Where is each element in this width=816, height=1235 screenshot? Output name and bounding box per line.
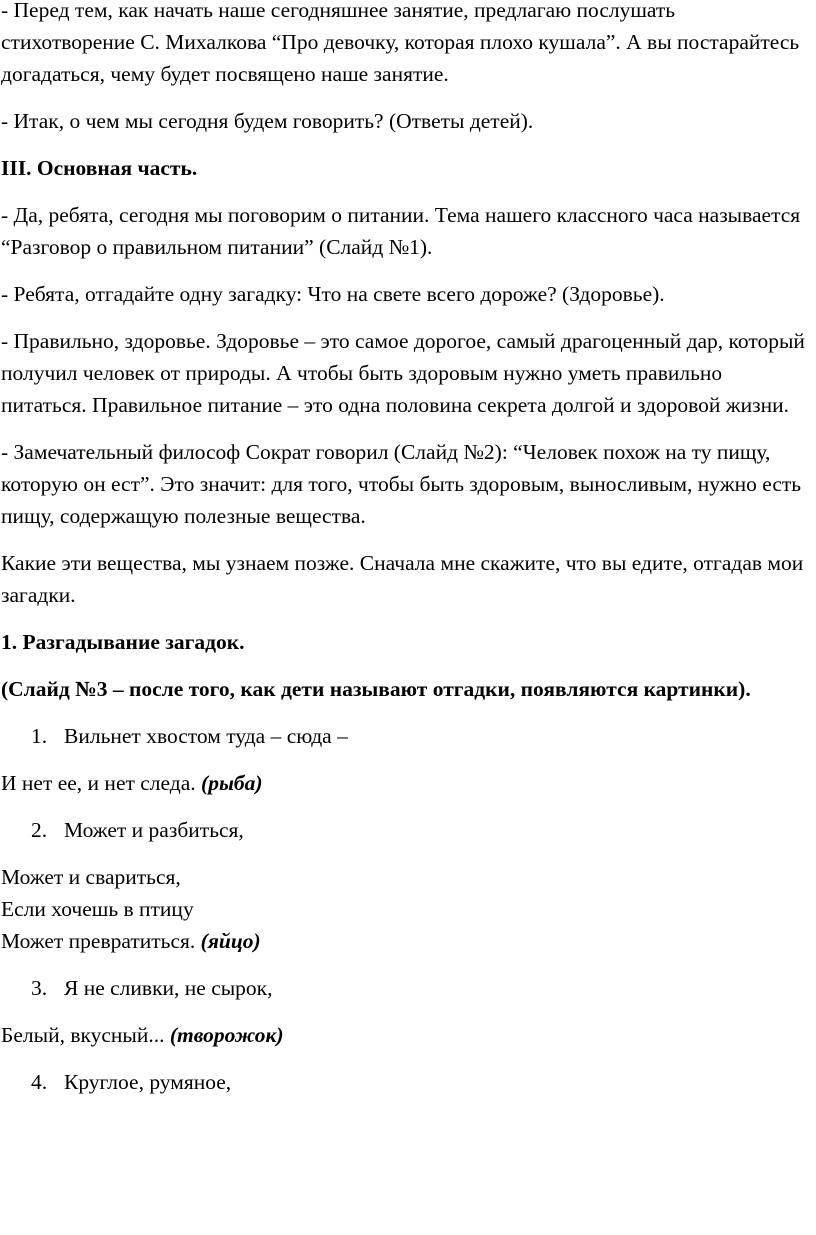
riddle-2-line: Может и разбиться, bbox=[64, 818, 244, 842]
riddle-3-first-line bbox=[1, 972, 813, 1004]
intro-paragraph: - Перед тем, как начать наше сегодняшнее занятие, предлагаю послушать стихотворение С. Михалкова “Про девочку, которая плохо кушала”. А вы постарайтесь догадаться, чему будет посвящено наше занятие. bbox=[1, 0, 800, 86]
topic-paragraph: - Да, ребята, сегодня мы поговорим о питании. Тема нашего классного часа называется “Разговор о правильном питании” (Слайд №1). bbox=[1, 203, 801, 259]
riddle-2-first-line bbox=[1, 814, 813, 846]
riddle-2-line-3: Если хочешь в птицу bbox=[1, 897, 194, 921]
riddle-2-answer: (яйцо) bbox=[200, 929, 261, 953]
riddle-3-answer: (творожок) bbox=[169, 1023, 284, 1047]
riddle-4-number: 4. bbox=[31, 1070, 48, 1094]
socrates-paragraph: - Замечательный философ Сократ говорил (Слайд №2): “Человек похож на ту пищу, которую он ест”. Это значит: для того, чтобы быть здоровым, выносливым, нужно есть пищу, содержащую полезные вещества. bbox=[1, 440, 802, 528]
health-paragraph: - Правильно, здоровье. Здоровье – это самое дорогое, самый драгоценный дар, который получил человек от природы. А чтобы быть здоровым нужно уметь правильно питаться. Правильное питание – это одна половина секрета долгой и здоровой жизни. bbox=[1, 329, 805, 417]
riddle-3-rest bbox=[1, 1019, 813, 1051]
riddle-1-number: 1. bbox=[31, 724, 48, 748]
riddle-1-first-line bbox=[1, 720, 813, 752]
question-paragraph: - Итак, о чем мы сегодня будем говорить? (Ответы детей). bbox=[1, 109, 534, 133]
riddles-heading: 1. Разгадывание загадок. bbox=[1, 630, 245, 654]
riddle-2-line-4-wrap bbox=[1, 925, 813, 957]
riddle-3-line-2: Белый, вкусный... bbox=[1, 1023, 165, 1047]
main-part-heading: III. Основная часть. bbox=[1, 156, 198, 180]
riddle-1-line: Вильнет хвостом туда – сюда – bbox=[64, 724, 348, 748]
riddle-2-line-4: Может превратиться. bbox=[1, 929, 196, 953]
riddle-4-line: Круглое, румяное, bbox=[64, 1070, 232, 1094]
document-page bbox=[1, 0, 813, 1113]
riddle-3-number: 3. bbox=[31, 976, 48, 1000]
riddle-2-rest bbox=[1, 861, 813, 957]
riddle-3-line: Я не сливки, не сырок, bbox=[64, 976, 273, 1000]
riddle-health-paragraph: - Ребята, отгадайте одну загадку: Что на свете всего дороже? (Здоровье). bbox=[1, 282, 665, 306]
slide3-heading: (Слайд №3 – после того, как дети называют отгадки, появляются картинки). bbox=[1, 677, 751, 701]
substances-paragraph: Какие эти вещества, мы узнаем позже. Сначала мне скажите, что вы едите, отгадав мои загадки. bbox=[1, 551, 804, 607]
riddle-2-line-2: Может и свариться, bbox=[1, 865, 181, 889]
riddle-1-rest bbox=[1, 767, 813, 799]
riddle-4-first-line bbox=[1, 1066, 813, 1098]
riddle-2-number: 2. bbox=[31, 818, 48, 842]
riddle-1-answer: (рыба) bbox=[201, 771, 263, 795]
riddle-1-line-2: И нет ее, и нет следа. bbox=[1, 771, 196, 795]
